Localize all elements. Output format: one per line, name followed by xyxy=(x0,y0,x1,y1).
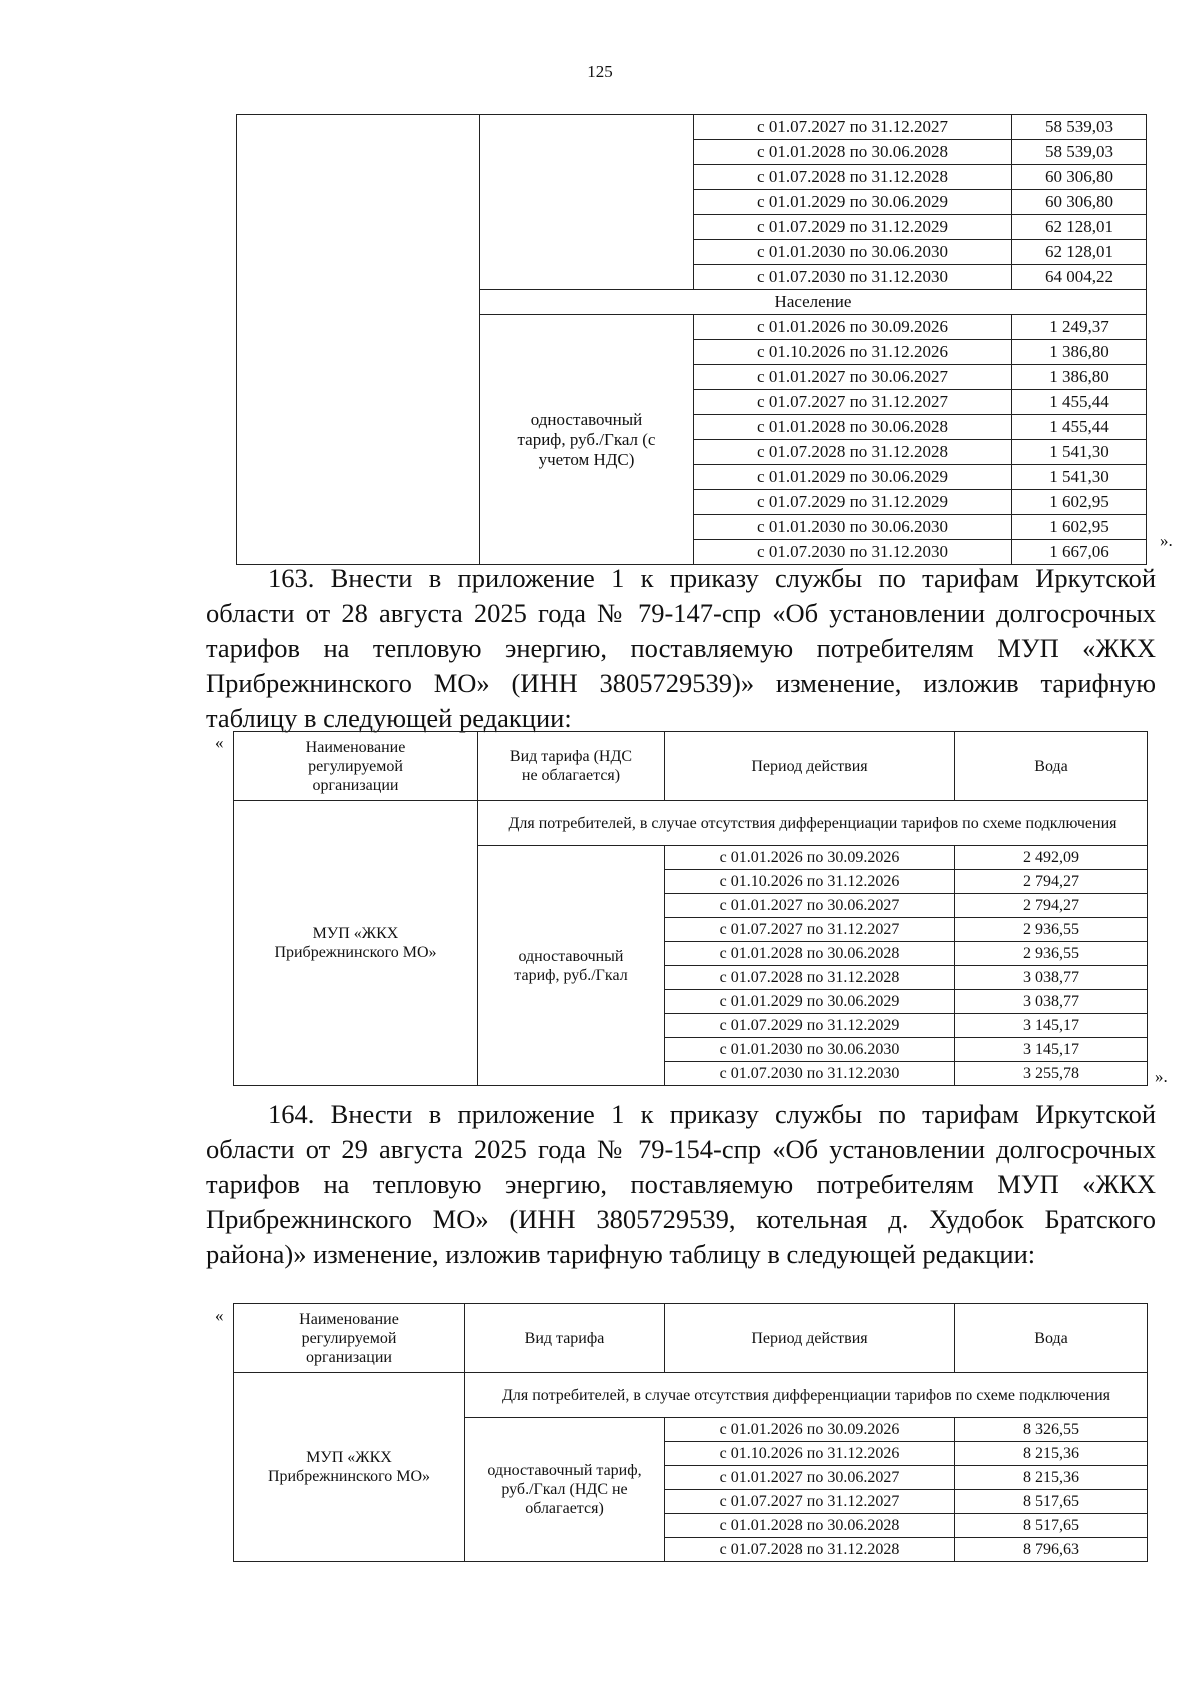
value-cell: 1 455,44 xyxy=(1012,390,1147,415)
tariff-table-164 xyxy=(233,1303,1148,1562)
period-cell: с 01.01.2027 по 30.06.2027 xyxy=(694,365,1012,390)
header-period: Период действия xyxy=(665,732,955,801)
value-cell: 60 306,80 xyxy=(1012,190,1147,215)
value-cell: 62 128,01 xyxy=(1012,240,1147,265)
tariff-type-cell xyxy=(480,115,694,290)
tariff-table-continuation xyxy=(236,114,1147,565)
paragraph-163-first-line: 163. Внести в приложение 1 к приказу службы по тарифам Иркутской xyxy=(268,563,1156,593)
closing-quote-2: ». xyxy=(1155,1067,1168,1086)
tariff-table-163 xyxy=(233,731,1148,1086)
period-cell: с 01.01.2028 по 30.06.2028 xyxy=(694,415,1012,440)
period-cell: с 01.01.2027 по 30.06.2027 xyxy=(665,894,955,918)
period-cell: с 01.07.2028 по 31.12.2028 xyxy=(694,165,1012,190)
paragraph-163 xyxy=(206,561,1156,736)
value-cell: 1 249,37 xyxy=(1012,315,1147,340)
header-water: Вода xyxy=(955,1304,1148,1373)
period-cell: с 01.07.2027 по 31.12.2027 xyxy=(665,918,955,942)
value-cell: 1 386,80 xyxy=(1012,365,1147,390)
period-cell: с 01.01.2029 по 30.06.2029 xyxy=(665,990,955,1014)
tariff-type-cell: одноставочный тариф, руб./Гкал (НДС не облагается) xyxy=(465,1418,665,1562)
header-type: Вид тарифа (НДС не облагается) xyxy=(478,732,665,801)
value-cell: 1 541,30 xyxy=(1012,440,1147,465)
period-cell: с 01.01.2028 по 30.06.2028 xyxy=(665,942,955,966)
value-cell: 1 667,06 xyxy=(1012,540,1147,565)
period-cell: с 01.01.2026 по 30.09.2026 xyxy=(665,846,955,870)
period-cell: с 01.07.2029 по 31.12.2029 xyxy=(694,490,1012,515)
period-cell: с 01.01.2028 по 30.06.2028 xyxy=(665,1514,955,1538)
section-title: Для потребителей, в случае отсутствия дифференциации тарифов по схеме подключения xyxy=(478,801,1148,846)
tariff-type-cell: одноставочный тариф, руб./Гкал xyxy=(478,846,665,1086)
value-cell: 8 517,65 xyxy=(955,1490,1148,1514)
paragraph-163-text: области от 28 августа 2025 года № 79-147-спр «Об установлении долгосрочных тарифов на тепловую энергию, поставляемую потребителям МУП «ЖКХ Прибрежнинского МО» (ИНН 3805729539)» изменение, изложив тарифную таблицу в следующей редакции: xyxy=(206,598,1156,733)
header-type: Вид тарифа xyxy=(465,1304,665,1373)
period-cell: с 01.07.2030 по 31.12.2030 xyxy=(694,265,1012,290)
period-cell: с 01.10.2026 по 31.12.2026 xyxy=(694,340,1012,365)
period-cell: с 01.01.2027 по 30.06.2027 xyxy=(665,1466,955,1490)
period-cell: с 01.01.2029 по 30.06.2029 xyxy=(694,190,1012,215)
org-cell xyxy=(237,115,480,565)
period-cell: с 01.07.2027 по 31.12.2027 xyxy=(665,1490,955,1514)
value-cell: 1 386,80 xyxy=(1012,340,1147,365)
period-cell: с 01.01.2026 по 30.09.2026 xyxy=(665,1418,955,1442)
period-cell: с 01.07.2027 по 31.12.2027 xyxy=(694,390,1012,415)
period-cell: с 01.07.2029 по 31.12.2029 xyxy=(665,1014,955,1038)
period-cell: с 01.07.2029 по 31.12.2029 xyxy=(694,215,1012,240)
value-cell: 64 004,22 xyxy=(1012,265,1147,290)
closing-quote-1: ». xyxy=(1160,531,1173,550)
value-cell: 8 796,63 xyxy=(955,1538,1148,1562)
value-cell: 58 539,03 xyxy=(1012,140,1147,165)
org-cell: МУП «ЖКХ Прибрежнинского МО» xyxy=(234,1373,465,1562)
period-cell: с 01.07.2028 по 31.12.2028 xyxy=(694,440,1012,465)
value-cell: 2 936,55 xyxy=(955,942,1148,966)
value-cell: 8 215,36 xyxy=(955,1466,1148,1490)
org-cell: МУП «ЖКХ Прибрежнинского МО» xyxy=(234,801,478,1086)
value-cell: 8 215,36 xyxy=(955,1442,1148,1466)
opening-quote-2: « xyxy=(215,733,224,752)
opening-quote-3: « xyxy=(215,1306,224,1325)
value-cell: 60 306,80 xyxy=(1012,165,1147,190)
header-org: Наименование регулируемой организации xyxy=(234,732,478,801)
paragraph-164 xyxy=(206,1097,1156,1272)
value-cell: 1 602,95 xyxy=(1012,490,1147,515)
header-row xyxy=(234,732,1148,801)
value-cell: 2 794,27 xyxy=(955,894,1148,918)
header-water: Вода xyxy=(955,732,1148,801)
value-cell: 2 936,55 xyxy=(955,918,1148,942)
period-cell: с 01.10.2026 по 31.12.2026 xyxy=(665,870,955,894)
value-cell: 3 038,77 xyxy=(955,966,1148,990)
section-title: Для потребителей, в случае отсутствия дифференциации тарифов по схеме подключения xyxy=(465,1373,1148,1418)
section-title: Население xyxy=(480,290,1147,315)
value-cell: 8 326,55 xyxy=(955,1418,1148,1442)
value-cell: 3 145,17 xyxy=(955,1038,1148,1062)
period-cell: с 01.10.2026 по 31.12.2026 xyxy=(665,1442,955,1466)
period-cell: с 01.07.2028 по 31.12.2028 xyxy=(665,1538,955,1562)
value-cell: 8 517,65 xyxy=(955,1514,1148,1538)
header-period: Период действия xyxy=(665,1304,955,1373)
period-cell: с 01.07.2027 по 31.12.2027 xyxy=(694,115,1012,140)
period-cell: с 01.01.2030 по 30.06.2030 xyxy=(694,515,1012,540)
period-cell: с 01.07.2028 по 31.12.2028 xyxy=(665,966,955,990)
section-row xyxy=(234,1373,1148,1418)
value-cell: 1 602,95 xyxy=(1012,515,1147,540)
period-cell: с 01.01.2029 по 30.06.2029 xyxy=(694,465,1012,490)
table-row xyxy=(237,115,1147,140)
header-org: Наименование регулируемой организации xyxy=(234,1304,465,1373)
page-number: 125 xyxy=(587,62,613,81)
header-row xyxy=(234,1304,1148,1373)
value-cell: 2 492,09 xyxy=(955,846,1148,870)
period-cell: с 01.01.2030 по 30.06.2030 xyxy=(665,1038,955,1062)
section-row xyxy=(234,801,1148,846)
tariff-type-cell: одноставочный тариф, руб./Гкал (с учетом НДС) xyxy=(480,315,694,565)
value-cell: 3 255,78 xyxy=(955,1062,1148,1086)
paragraph-164-first-line: 164. Внести в приложение 1 к приказу службы по тарифам Иркутской xyxy=(268,1099,1156,1129)
period-cell: с 01.07.2030 по 31.12.2030 xyxy=(694,540,1012,565)
period-cell: с 01.07.2030 по 31.12.2030 xyxy=(665,1062,955,1086)
value-cell: 2 794,27 xyxy=(955,870,1148,894)
paragraph-164-text: области от 29 августа 2025 года № 79-154-спр «Об установлении долгосрочных тарифов на тепловую энергию, поставляемую потребителям МУП «ЖКХ Прибрежнинского МО» (ИНН 3805729539, котельная д. Худобок Братского района)» изменение, изложив тарифную таблицу в следующей редакции: xyxy=(206,1134,1156,1269)
value-cell: 3 038,77 xyxy=(955,990,1148,1014)
period-cell: с 01.01.2028 по 30.06.2028 xyxy=(694,140,1012,165)
value-cell: 1 541,30 xyxy=(1012,465,1147,490)
period-cell: с 01.01.2026 по 30.09.2026 xyxy=(694,315,1012,340)
value-cell: 58 539,03 xyxy=(1012,115,1147,140)
value-cell: 3 145,17 xyxy=(955,1014,1148,1038)
value-cell: 1 455,44 xyxy=(1012,415,1147,440)
value-cell: 62 128,01 xyxy=(1012,215,1147,240)
period-cell: с 01.01.2030 по 30.06.2030 xyxy=(694,240,1012,265)
